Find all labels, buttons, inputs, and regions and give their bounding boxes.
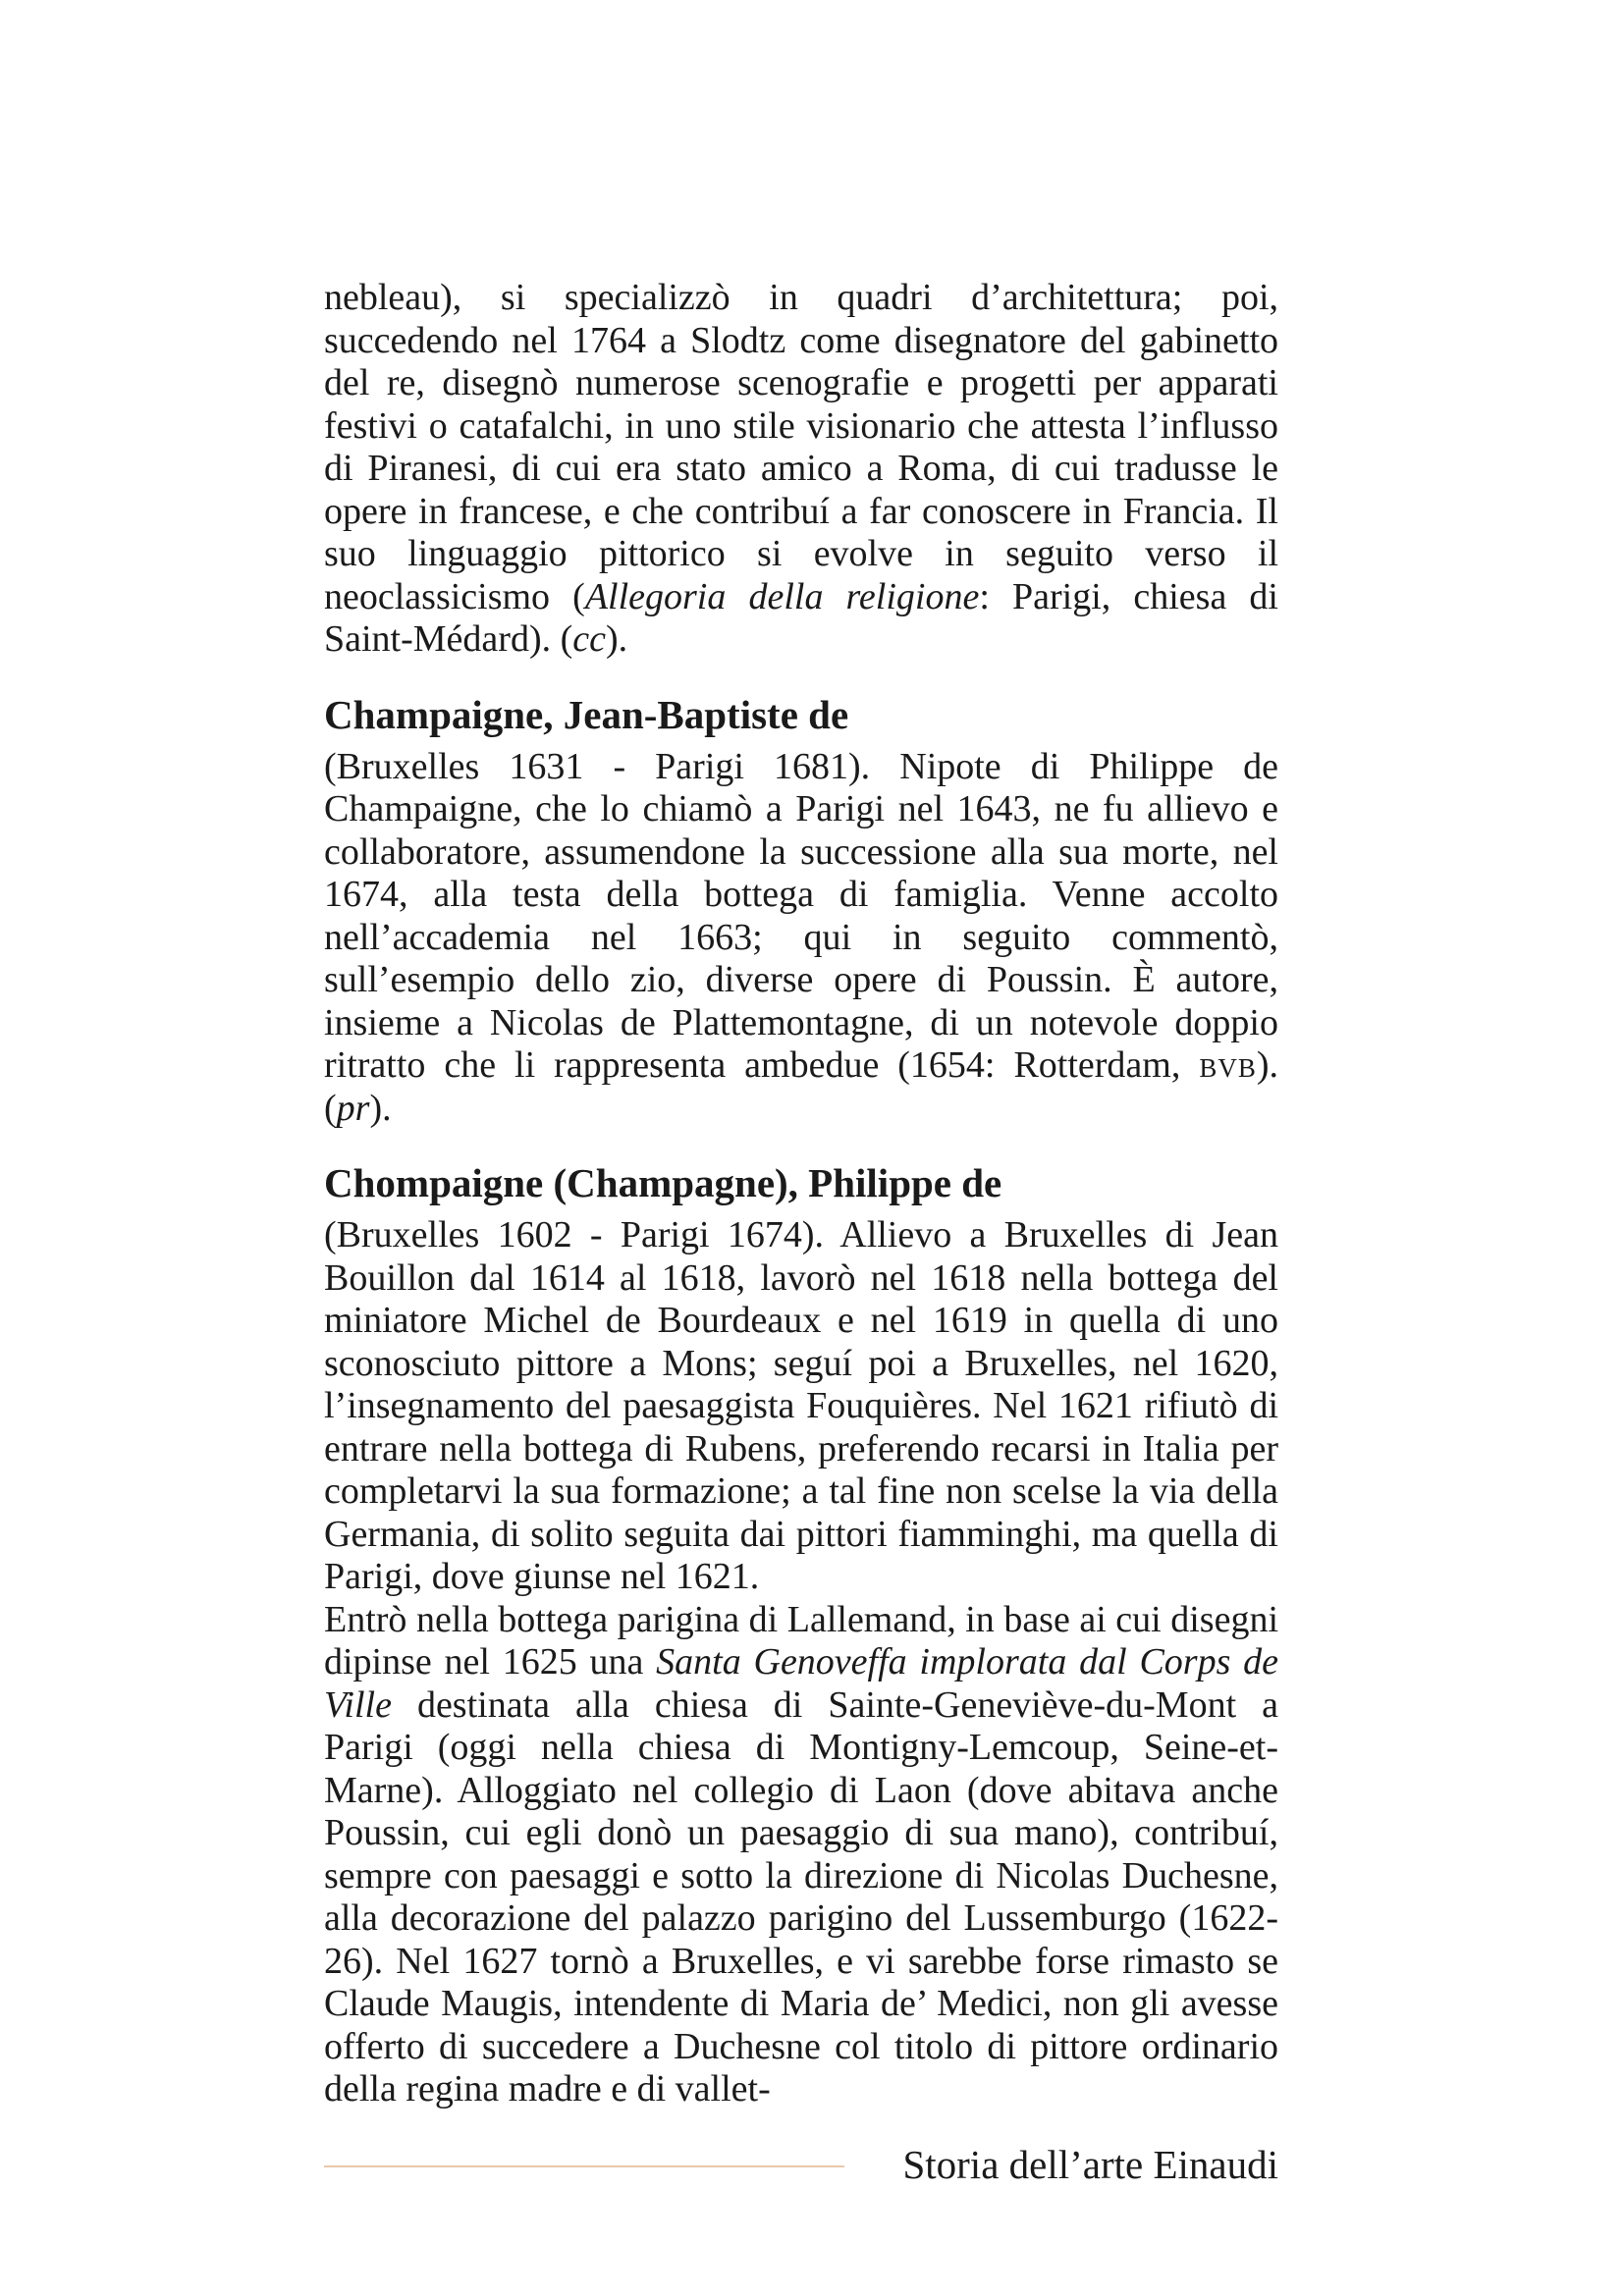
footer-rule (324, 2165, 844, 2167)
entry-heading: Chompaigne (Champagne), Philippe de (324, 1160, 1002, 1205)
author-initials: pr (336, 1087, 370, 1129)
entry-body (324, 1599, 1278, 2111)
entry-text: ). (369, 1087, 392, 1129)
entry-body: (Bruxelles 1602 - Parigi 1674). Allievo a Bruxelles di Jean Bouillon dal 1614 al 1618, lavorò nel 1618 nella bottega del miniatore Michel de Bourdeaux e nel 1619 in quella di uno sconosciuto pittore a Mons; seguí poi a Bruxelles, nel 1620, l’insegnamento del paesaggista Fouquières. Nel 1621 rifiutò di entrare nella bottega di Rubens, preferendo recarsi in Italia per completarvi la sua formazione; a tal fine non scelse la via della Germania, di solito seguita dai pittori fiamminghi, ma quella di Parigi, dove giunse nel 1621. (324, 1214, 1278, 1597)
intro-paragraph (324, 277, 1278, 662)
text-column (324, 277, 1278, 2111)
entry-heading: Champaigne, Jean-Baptiste de (324, 691, 849, 737)
intro-text: : Parigi, chiesa di Saint-Médard). ( (324, 575, 1278, 660)
entry-text: ). ( (324, 1044, 1278, 1129)
footer-title: Storia dell’arte Einaudi (902, 2142, 1278, 2187)
entry-body (324, 746, 1278, 1131)
intro-text: nebleau), si specializzò in quadri d’architettura; poi, succedendo nel 1764 a Slodtz come disegnatore del gabinetto del re, disegnò numerose scenografie e progetti per apparati festivi o catafalchi, in uno stile visionario che attesta l’influsso di Piranesi, di cui era stato amico a Roma, di cui tradusse le opere in francese, e che contribuí a far conoscere in Francia. Il suo linguaggio pittorico si evolve in seguito verso il neoclassicismo ( (324, 277, 1278, 617)
entry-text: Entrò nella bottega parigina di Lallemand, in base ai cui disegni dipinse nel 1625 una (324, 1598, 1278, 1682)
work-title: Allegoria della religione (584, 575, 980, 617)
page-footer (324, 2140, 1278, 2189)
entry-text: destinata alla chiesa di Sainte-Geneviève-du-Mont a Parigi (oggi nella chiesa di Montigny-Lemcoup, Seine-et-Marne). Alloggiato nel collegio di Laon (dove abitava anche Poussin, cui egli donò un paesaggio di sua mano), contribuí, sempre con paesaggi e sotto la direzione di Nicolas Duchesne, alla decorazione del palazzo parigino del Lussemburgo (1622-26). Nel 1627 tornò a Bruxelles, e vi sarebbe forse rimasto se Claude Maugis, intendente di Maria de’ Medici, non gli avesse offerto di succedere a Duchesne col titolo di pittore ordinario della regina madre e di vallet- (324, 1683, 1278, 2109)
museum-abbreviation: bvb (1199, 1044, 1257, 1086)
intro-text: ). (606, 618, 628, 660)
work-title: Santa Genoveffa implorata dal Corps de Ville (324, 1641, 1279, 1726)
author-initials: cc (572, 618, 606, 660)
entry-text: (Bruxelles 1631 - Parigi 1681). Nipote di Philippe de Champaigne, che lo chiamò a Parigi nel 1643, ne fu allievo e collaboratore, assumendone la successione alla sua morte, nel 1674, alla testa della bottega di famiglia. Venne accolto nell’accademia nel 1663; qui in seguito commentò, sull’esempio dello zio, diverse opere di Poussin. È autore, insieme a Nicolas de Plattemontagne, di un notevole doppio ritratto che li rappresenta ambedue (1654: Rotterdam, (324, 745, 1278, 1086)
